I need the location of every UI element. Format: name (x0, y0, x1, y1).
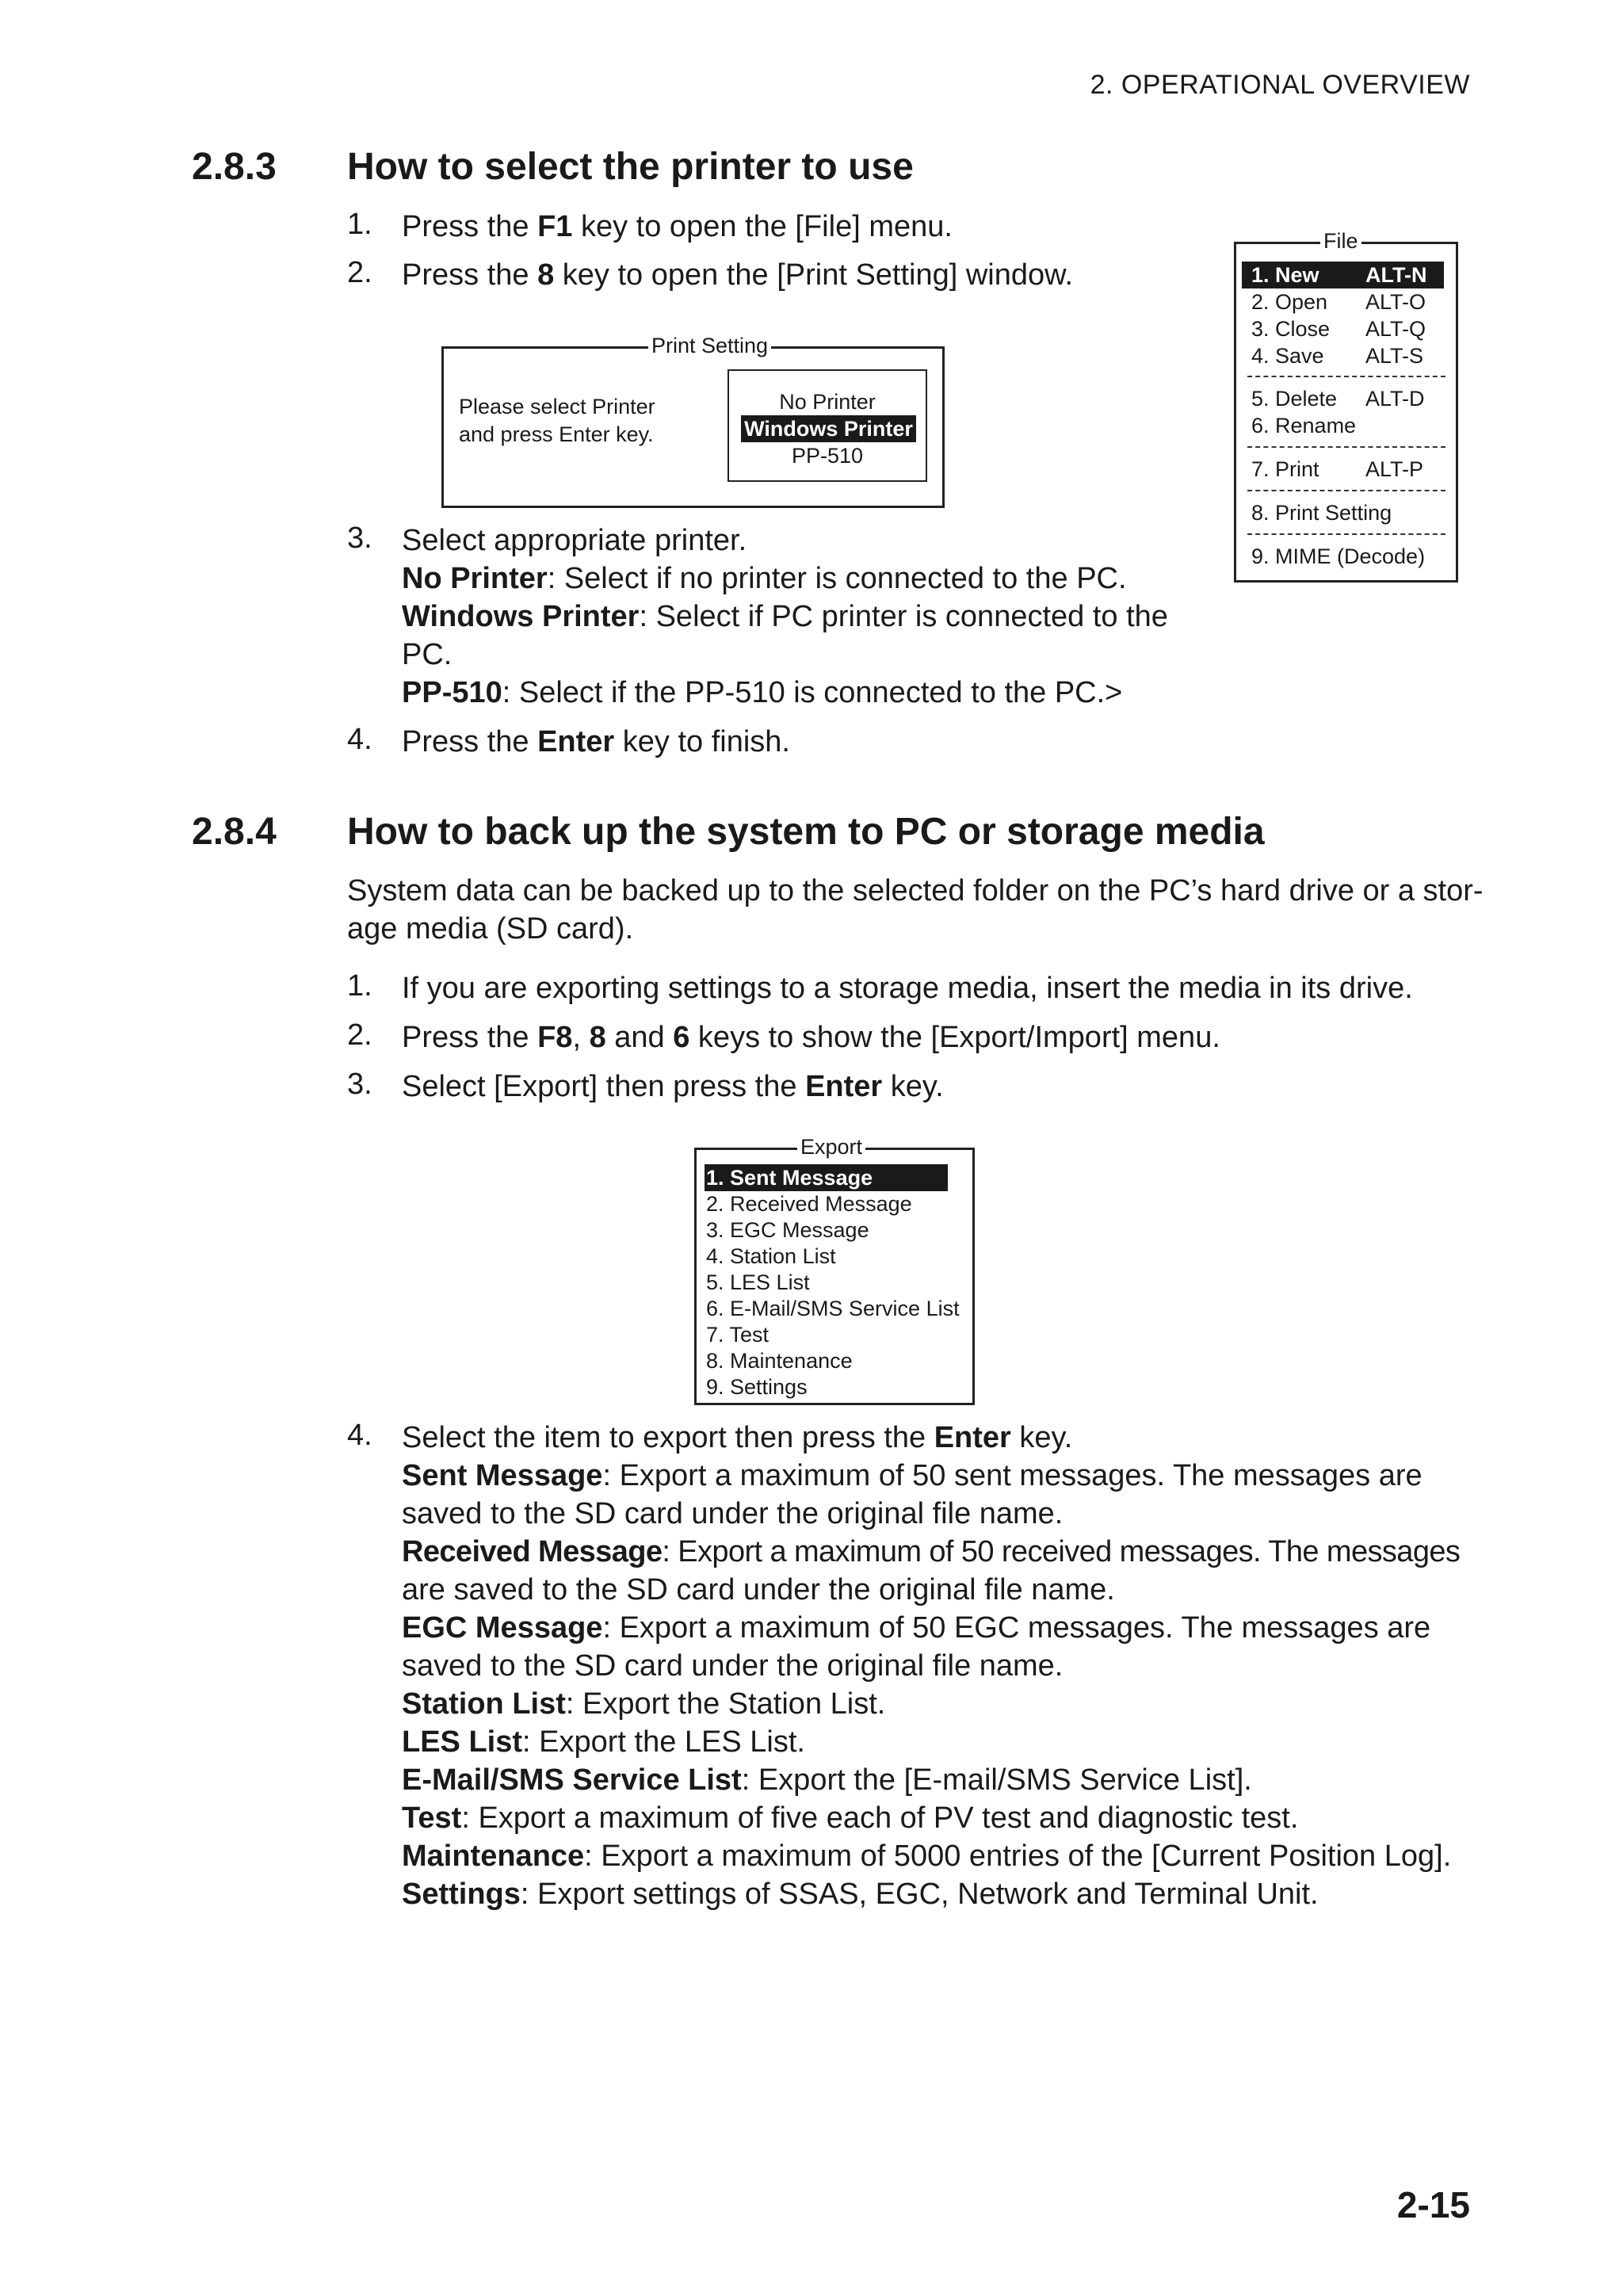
printer-option-pp-510[interactable]: PP-510 (791, 444, 864, 468)
description-line: EGC Message: Export a maximum of 50 EGC messages. The messages are (402, 1611, 1431, 1645)
description-line: Settings: Export settings of SSAS, EGC, Network and Terminal Unit. (402, 1878, 1319, 1911)
section-number: 2.8.3 (192, 146, 277, 188)
menu-divider (1247, 446, 1445, 448)
print-setting-window (441, 334, 945, 508)
intro-paragraph: System data can be backed up to the selected folder on the PC’s hard drive or a stor- age media (SD card). (347, 874, 1484, 946)
description-line: are saved to the SD card under the original file name. (402, 1573, 1115, 1606)
description-line: LES List: Export the LES List. (402, 1725, 805, 1759)
description-line: E-Mail/SMS Service List: Export the [E-mail/SMS Service List]. (402, 1763, 1252, 1797)
section-title: How to back up the system to PC or storage media (347, 811, 1265, 853)
description-line: Received Message: Export a maximum of 50 received messages. The messages (402, 1535, 1461, 1568)
export-menu-legend: Export (797, 1135, 865, 1159)
print-setting-prompt: Please select Printer and press Enter key. (459, 395, 655, 446)
file-menu-item-print[interactable]: 7. Print (1251, 457, 1319, 481)
file-menu-item-rename[interactable]: 6. Rename (1251, 414, 1357, 437)
section-title: How to select the printer to use (347, 146, 914, 188)
step-number: 1. (347, 208, 372, 241)
step-text: If you are exporting settings to a storage media, insert the media in its drive. (402, 972, 1413, 1005)
menu-divider (1247, 376, 1445, 377)
step-number: 3. (347, 521, 372, 555)
step-text: Select appropriate printer. (402, 524, 747, 557)
file-menu-item-print-setting[interactable]: 8. Print Setting (1251, 501, 1392, 525)
shortcut-label: ALT-S (1365, 344, 1424, 368)
description-line: saved to the SD card under the original file name. (402, 1497, 1064, 1530)
export-item-sent-message[interactable]: 1. Sent Message (705, 1164, 948, 1191)
file-menu-item-delete[interactable]: 5. Delete (1251, 387, 1338, 411)
step-number: 2. (347, 256, 372, 289)
page-number: 2-15 (1396, 2184, 1470, 2225)
export-item-email-sms-service-list[interactable]: 6. E-Mail/SMS Service List (706, 1297, 960, 1320)
step-number: 2. (347, 1018, 372, 1052)
export-item-station-list[interactable]: 4. Station List (706, 1244, 836, 1268)
export-item-egc-message[interactable]: 3. EGC Message (706, 1218, 869, 1242)
export-item-settings[interactable]: 9. Settings (706, 1375, 808, 1399)
step-number: 1. (347, 969, 372, 1003)
description-line: saved to the SD card under the original file name. (402, 1649, 1064, 1683)
export-item-les-list[interactable]: 5. LES List (706, 1270, 810, 1294)
file-menu (1234, 229, 1458, 583)
shortcut-label: ALT-P (1365, 457, 1424, 481)
shortcut-label: ALT-D (1365, 387, 1425, 411)
shortcut-label: ALT-N (1365, 263, 1427, 287)
step-text: Select the item to export then press the Enter key. (402, 1421, 1073, 1454)
file-menu-item-close[interactable]: 3. Close (1251, 317, 1331, 341)
step-number: 4. (347, 1419, 372, 1452)
description-line: Windows Printer: Select if PC printer is connected to the (402, 600, 1168, 633)
running-header: 2. OPERATIONAL OVERVIEW (1090, 70, 1470, 100)
description-line: Station List: Export the Station List. (402, 1687, 886, 1721)
print-setting-legend: Print Setting (648, 334, 771, 357)
file-menu-item-save[interactable]: 4. Save (1251, 344, 1324, 368)
file-menu-legend: File (1320, 229, 1361, 253)
export-item-received-message[interactable]: 2. Received Message (706, 1192, 912, 1216)
menu-divider (1247, 490, 1445, 491)
export-menu (694, 1135, 975, 1405)
step-number: 3. (347, 1068, 372, 1101)
step-text: Select [Export] then press the Enter key. (402, 1070, 944, 1103)
menu-divider (1247, 533, 1445, 535)
description-line: No Printer: Select if no printer is connected to the PC. (402, 562, 1127, 595)
printer-option-no-printer[interactable]: No Printer (779, 390, 876, 414)
section-number: 2.8.4 (192, 811, 277, 853)
step-text: Press the F8, 8 and 6 keys to show the [Export/Import] menu. (402, 1021, 1220, 1054)
step-text: Press the F1 key to open the [File] menu. (402, 210, 953, 243)
description-line: PC. (402, 638, 453, 671)
step-text: Press the Enter key to finish. (402, 725, 790, 758)
file-menu-item-open[interactable]: 2. Open (1251, 290, 1328, 314)
file-menu-item-new[interactable]: 1. New (1251, 263, 1319, 287)
description-line: PP-510: Select if the PP-510 is connected to the PC.> (402, 676, 1123, 709)
step-text: Press the 8 key to open the [Print Setting] window. (402, 258, 1074, 292)
shortcut-label: ALT-Q (1365, 317, 1426, 341)
shortcut-label: ALT-O (1365, 290, 1426, 314)
step-number: 4. (347, 723, 372, 756)
printer-option-windows-printer[interactable]: Windows Printer (741, 415, 916, 442)
description-line: Test: Export a maximum of five each of PV test and diagnostic test. (402, 1801, 1299, 1835)
printer-list (727, 369, 927, 482)
description-line: Maintenance: Export a maximum of 5000 entries of the [Current Position Log]. (402, 1839, 1452, 1873)
export-item-maintenance[interactable]: 8. Maintenance (706, 1349, 853, 1373)
description-line: Sent Message: Export a maximum of 50 sent messages. The messages are (402, 1459, 1423, 1492)
file-menu-item-mime-decode[interactable]: 9. MIME (Decode) (1251, 544, 1426, 568)
export-item-test[interactable]: 7. Test (706, 1323, 769, 1347)
